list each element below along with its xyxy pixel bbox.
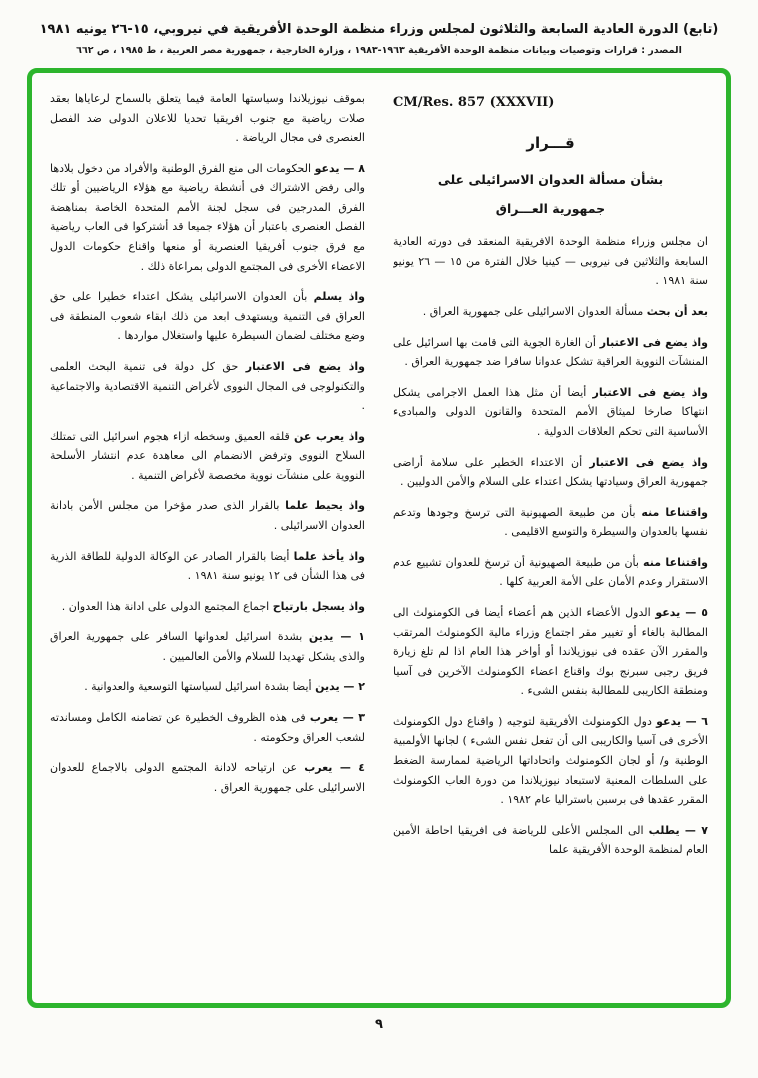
paragraph-lead: ٨ — يدعو [314, 161, 365, 175]
paragraph [50, 159, 365, 276]
paragraph-text: بأن من طبيعة الصهيونية أن ترسخ للعدوان تشييع عدم الاستقرار وعدم الأمان على الأمة العربية كلها . [393, 555, 708, 589]
paragraph [50, 627, 365, 666]
paragraph [50, 89, 365, 148]
paragraph [393, 302, 708, 322]
paragraph [393, 821, 708, 860]
paragraph-lead: واذ يسجل بارتياح [272, 599, 365, 613]
paragraph [393, 553, 708, 592]
resolution-subtitle [393, 169, 708, 221]
paragraph-text: بالقرار الذى صدر مؤخرا من مجلس الأمن بادانة العدوان الاسرائيلى . [50, 499, 365, 532]
paragraph [50, 427, 365, 486]
paragraph-text: الحكومات الى منع الفرق الوطنية والأفراد من دخول بلادها والى رفض الاشتراك فى أنشطة رياضية مع هؤلاء الرياضيين أو تلك الفرق المدرجين فى سجل لجنة الأمم المتحدة الخاصة بمناهضة الفصل العنصرى باعتبار أن هؤلاء جميعا قد أشتركوا فى العاب رياضية مع فرق جنوب أفريقيا العنصرية أو منعها واقناع حكومات الدول الاعضاء الأخرى فى المجتمع الدولى بمراعاة ذلك . [50, 161, 365, 273]
paragraph [50, 287, 365, 346]
paragraph-lead: واذ يعرب عن [293, 429, 365, 443]
paragraph-lead: ٢ — يدين [315, 680, 365, 694]
paragraph-lead: واذ يضع فى الاعتبار [592, 385, 708, 399]
paragraph-lead: واذ يحيط علما [285, 499, 365, 513]
paragraph-text: أيضا أن مثل هذا العمل الاجرامى يشكل انتهاكا صارخا لميثاق الأمم المتحدة والقانون الدولى والمبادىء الأساسية التى تحكم العلاقات الدولية . [393, 385, 708, 438]
paragraph [50, 708, 365, 747]
paragraph [393, 453, 708, 492]
resolution-title: قـــرار [526, 134, 575, 153]
paragraph-text: الى المجلس الأعلى للرياضة فى افريقيا احاطة الأمين العام لمنظمة الوحدة الأفريقية علما [393, 823, 708, 857]
paragraph-text: أيضا بالقرار الصادر عن الوكالة الدولية للطاقة الذرية فى هذا الشأن فى ١٢ يونيو سنة ١٩٨١ . [50, 549, 365, 583]
paragraph-text: دول الكومنولث الأفريقية لتوجيه ( واقناع دول الكومنولث الأخرى فى آسيا والكاريبى الى أن تفعل نفس الشىء ) لجانها الأولمبية الوطنية و/ أو لجان الكومنولث واتحاداتها الرياضية لممارسة الضغط على السلطات المعنية لاستبعاد نيوزيلاندا من دورة العاب الكومنولث المقرر عقدها فى برسبن باستراليا عام ١٩٨٢ . [393, 714, 708, 807]
source-line: المصدر : قرارات وتوصيات وبيانات منظمة الوحدة الأفريقية ١٩٦٣-١٩٨٣ ، وزارة الخارجية ، جمهورية مصر العربية ، ط ١٩٨٥ ، ص ٦٦٢ [76, 45, 682, 56]
paragraph-lead: ٤ — يعرب [304, 761, 365, 775]
paragraph-lead: ٧ — يطلب [648, 823, 708, 837]
resolution-ref: CM/Res. 857 (XXXVII) [393, 95, 555, 110]
paragraph-text: أن الغارة الجوية التى قامت بها اسرائيل على المنشآت النووية العراقية تشكل عدوانا سافرا ضد جمهورية العراق . [393, 335, 708, 369]
paragraph [393, 603, 708, 701]
paragraph [50, 597, 365, 617]
paragraph-lead: ٥ — يدعو [655, 605, 708, 619]
paragraph-lead: واذ يضع فى الاعتبار [589, 455, 708, 469]
paragraph [50, 758, 365, 797]
paragraph-lead: بعد أن بحث [646, 305, 708, 319]
paragraph-lead: واذ يسلم [313, 290, 365, 304]
paragraph [50, 496, 365, 535]
paragraph-text: مسألة العدوان الاسرائيلى على جمهورية العراق . [422, 305, 644, 319]
session-title: (تابع) الدورة العادية السابعة والثلاثون لمجلس وزراء منظمة الوحدة الأفريقية في نيروبي، ١٥-٢٦ يونيه ١٩٨١ [39, 22, 719, 37]
paragraph-lead: واذ يأخذ علما [293, 549, 365, 563]
column-left [50, 89, 365, 993]
paragraph-lead: ٦ — يدعو [656, 714, 708, 728]
paragraph-lead: واقتناعا منه [641, 505, 708, 519]
paragraph-text: اجماع المجتمع الدولى على ادانة هذا العدوان . [61, 599, 270, 613]
paragraph-text: بأن من طبيعة الصهيونية التى ترسخ وجودها وتدعم نفسها بالعدوان والسيطرة والتوسع الاقليمى . [393, 505, 708, 539]
paragraph-text: أيضا بشدة اسرائيل لسياستها التوسعية والعدوانية . [84, 680, 312, 694]
paragraph-text: فى هذه الظروف الخطيرة عن تضامنه الكامل ومساندته لشعب العراق وحكومته . [50, 711, 365, 744]
resolution-subtitle-line2: جمهورية العـــراق [495, 201, 606, 217]
paragraph-text: حق كل دولة فى تنمية البحث العلمى والتكنولوجى فى المجال النووى لأغراض التنمية الاقتصادية والاجتماعية . [50, 359, 365, 413]
paragraph-text: بأن العدوان الاسرائيلى يشكل اعتداء خطيرا على حق العراق فى التنمية ويستهدف ابعد من ذلك ابقاء شعوب المنطقة فى وضع مختلف لضمان السيطرة عليها واستغلال مواردها . [50, 290, 365, 343]
paragraph-lead: واذ يضع فى الاعتبار [245, 359, 365, 373]
paragraph-text: قلقه العميق وسخطه ازاء هجوم اسرائيل التى تمتلك السلاح النووى وترفض الانضمام الى معاهدة عدم انتشار الأسلحة النووية على منشآت نووية مخصصة لأغراض التنمية . [50, 429, 365, 482]
paragraph-lead: ٣ — يعرب [309, 711, 365, 725]
page-header [0, 0, 758, 56]
two-column-layout [50, 89, 708, 993]
paragraph-text: ان مجلس وزراء منظمة الوحدة الافريقية المنعقد فى دورته العادية السابعة والثلاثين فى نيروبى — كينيا خلال الفترة من ١٥ — ٢٦ يونيو سنة ١٩٨١ . [393, 235, 708, 288]
paragraph-text: بشدة اسرائيل لعدوانها السافر على جمهورية العراق والذى يشكل تهديدا للسلام والأمن العالميين . [50, 630, 365, 663]
paragraph [393, 712, 708, 810]
paragraph-lead: واذ يضع فى الاعتبار [599, 335, 708, 349]
paragraph [50, 547, 365, 586]
paragraph [393, 232, 708, 291]
paragraph [393, 333, 708, 372]
paragraph-text: عن ارتياحه لادانة المجتمع الدولى بالاجماع للعدوان الاسرائيلى على جمهورية العراق . [50, 761, 365, 794]
paragraph-text: الدول الأعضاء الذين هم أعضاء أيضا فى الكومنولث الى المطالبة بالغاء أو تغيير مقر اجتماع وزراء مالية الكومنولث المرتقب والمقرر الآن عقده فى نيوزيلاندا أو أواخر هذا العام اذا لم تلغ زيارة فريق رجبى سبرنج بوك واقناع اعضاء الكومنولث الآخرين فى آسيا ومنطقة الكاريبى للمطالبة بنفس الشىء . [393, 605, 708, 698]
paragraph-lead: ١ — يدين [308, 630, 365, 644]
paragraph [393, 503, 708, 542]
paragraph [393, 383, 708, 442]
paragraph [50, 357, 365, 416]
paragraph [50, 677, 365, 697]
resolution-subtitle-line1: بشأن مسألة العدوان الاسرائيلى على [437, 171, 664, 187]
column-right [393, 89, 708, 993]
paragraph-text: بموقف نيوزيلاندا وسياستها العامة فيما يتعلق بالسماح لرعاياها بعقد صلات رياضية مع جنوب افريقيا تحديا للاعلان الدولى ضد الفصل العنصرى فى مجال الرياضة . [50, 92, 365, 145]
paragraph-lead: واقتناعا منه [643, 555, 708, 569]
paragraph-text: أن الاعتداء الخطير على سلامة أراضى جمهورية العراق وسيادتها يشكل اعتداء على السلام والأمن الدوليين . [393, 455, 708, 489]
content-frame [27, 68, 731, 1008]
page-number: ٩ [375, 1017, 383, 1032]
